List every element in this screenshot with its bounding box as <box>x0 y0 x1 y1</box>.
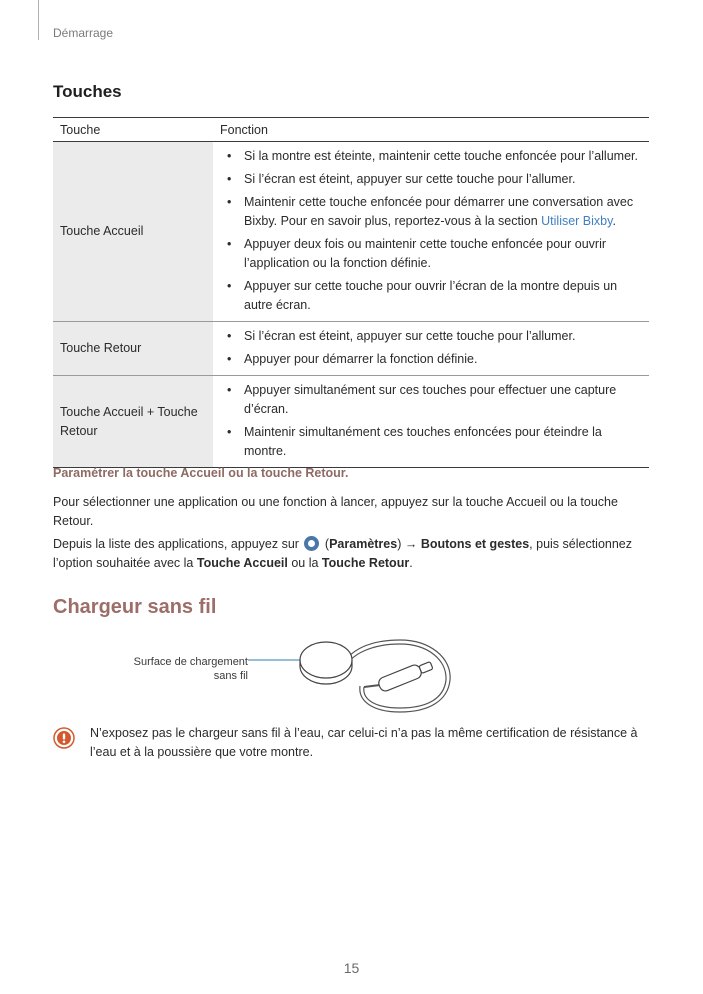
column-header-fonction: Fonction <box>213 118 649 142</box>
keys-table <box>53 117 649 468</box>
paragraph-text: ) → <box>397 537 421 551</box>
function-item: • Si l’écran est éteint, appuyer sur cette touche pour l’allumer. <box>227 327 643 346</box>
table-row <box>53 376 649 468</box>
function-item: • Appuyer simultanément sur ces touches pour effectuer une capture d’écran. <box>227 381 643 419</box>
function-item <box>227 193 643 231</box>
paragraph-text: Depuis la liste des applications, appuyez sur <box>53 537 303 551</box>
function-item: • Appuyer pour démarrer la fonction définie. <box>227 350 643 369</box>
function-item: • Si l’écran est éteint, appuyer sur cette touche pour l’allumer. <box>227 170 643 189</box>
table-row <box>53 142 649 322</box>
function-cell <box>213 142 649 322</box>
paragraph-text: ( <box>321 537 330 551</box>
function-cell <box>213 376 649 468</box>
touche-retour-label: Touche Retour <box>321 556 410 570</box>
parametrer-title: Paramétrer la touche Accueil ou la touche Retour. <box>53 466 349 480</box>
settings-gear-icon <box>304 536 319 551</box>
function-item: • Appuyer deux fois ou maintenir cette touche enfoncée pour ouvrir l’application ou la fonction définie. <box>227 235 643 273</box>
boutons-gestes-label: Boutons et gestes <box>420 537 530 551</box>
column-header-touche: Touche <box>53 118 213 142</box>
paragraph-text: , puis sélectionnez l’option souhaitée avec la <box>53 537 633 570</box>
function-text: . <box>612 214 616 228</box>
function-item: • Maintenir simultanément ces touches enfoncées pour éteindre la montre. <box>227 423 643 461</box>
paragraph-text: . <box>409 556 413 570</box>
table-header-row <box>53 118 649 142</box>
key-cell-accueil: Touche Accueil <box>53 142 213 322</box>
usb-c-connector <box>377 659 434 693</box>
touches-title: Touches <box>53 82 122 101</box>
chargeur-title: Chargeur sans fil <box>53 596 217 618</box>
charging-pad-top <box>300 642 352 678</box>
parametrer-paragraph-2 <box>53 535 643 573</box>
touche-accueil-label: Touche Accueil <box>196 556 288 570</box>
function-text: Maintenir cette touche enfoncée pour démarrer une conversation avec Bixby. Pour en savoir plus, reportez-vous à la section <box>244 195 634 228</box>
function-cell <box>213 322 649 376</box>
parametres-label: Paramètres <box>329 537 398 551</box>
paragraph-text: ou la <box>287 556 322 570</box>
function-item: • Appuyer sur cette touche pour ouvrir l’écran de la montre depuis un autre écran. <box>227 277 643 315</box>
caution-icon <box>53 727 75 749</box>
page-number: 15 <box>343 960 360 976</box>
utiliser-bixby-link[interactable]: Utiliser Bixby <box>541 214 613 228</box>
caution-text: N’exposez pas le chargeur sans fil à l’eau, car celui-ci n’a pas la même certification de résistance à l’eau et à la poussière que votre montre. <box>90 726 638 759</box>
key-cell-accueil-retour: Touche Accueil + Touche Retour <box>53 376 213 468</box>
parametrer-paragraph-1: Pour sélectionner une application ou une fonction à lancer, appuyez sur la touche Accueil ou la touche Retour. <box>53 495 618 528</box>
section-label: Démarrage <box>53 26 114 40</box>
key-cell-retour: Touche Retour <box>53 322 213 376</box>
table-row <box>53 322 649 376</box>
function-item: • Si la montre est éteinte, maintenir cette touche enfoncée pour l’allumer. <box>227 147 643 166</box>
usb-cable-lead <box>364 685 380 687</box>
wireless-charger-illustration <box>240 630 460 714</box>
header-rule <box>38 0 39 40</box>
charging-surface-label: Surface de chargement sans fil <box>133 656 248 682</box>
